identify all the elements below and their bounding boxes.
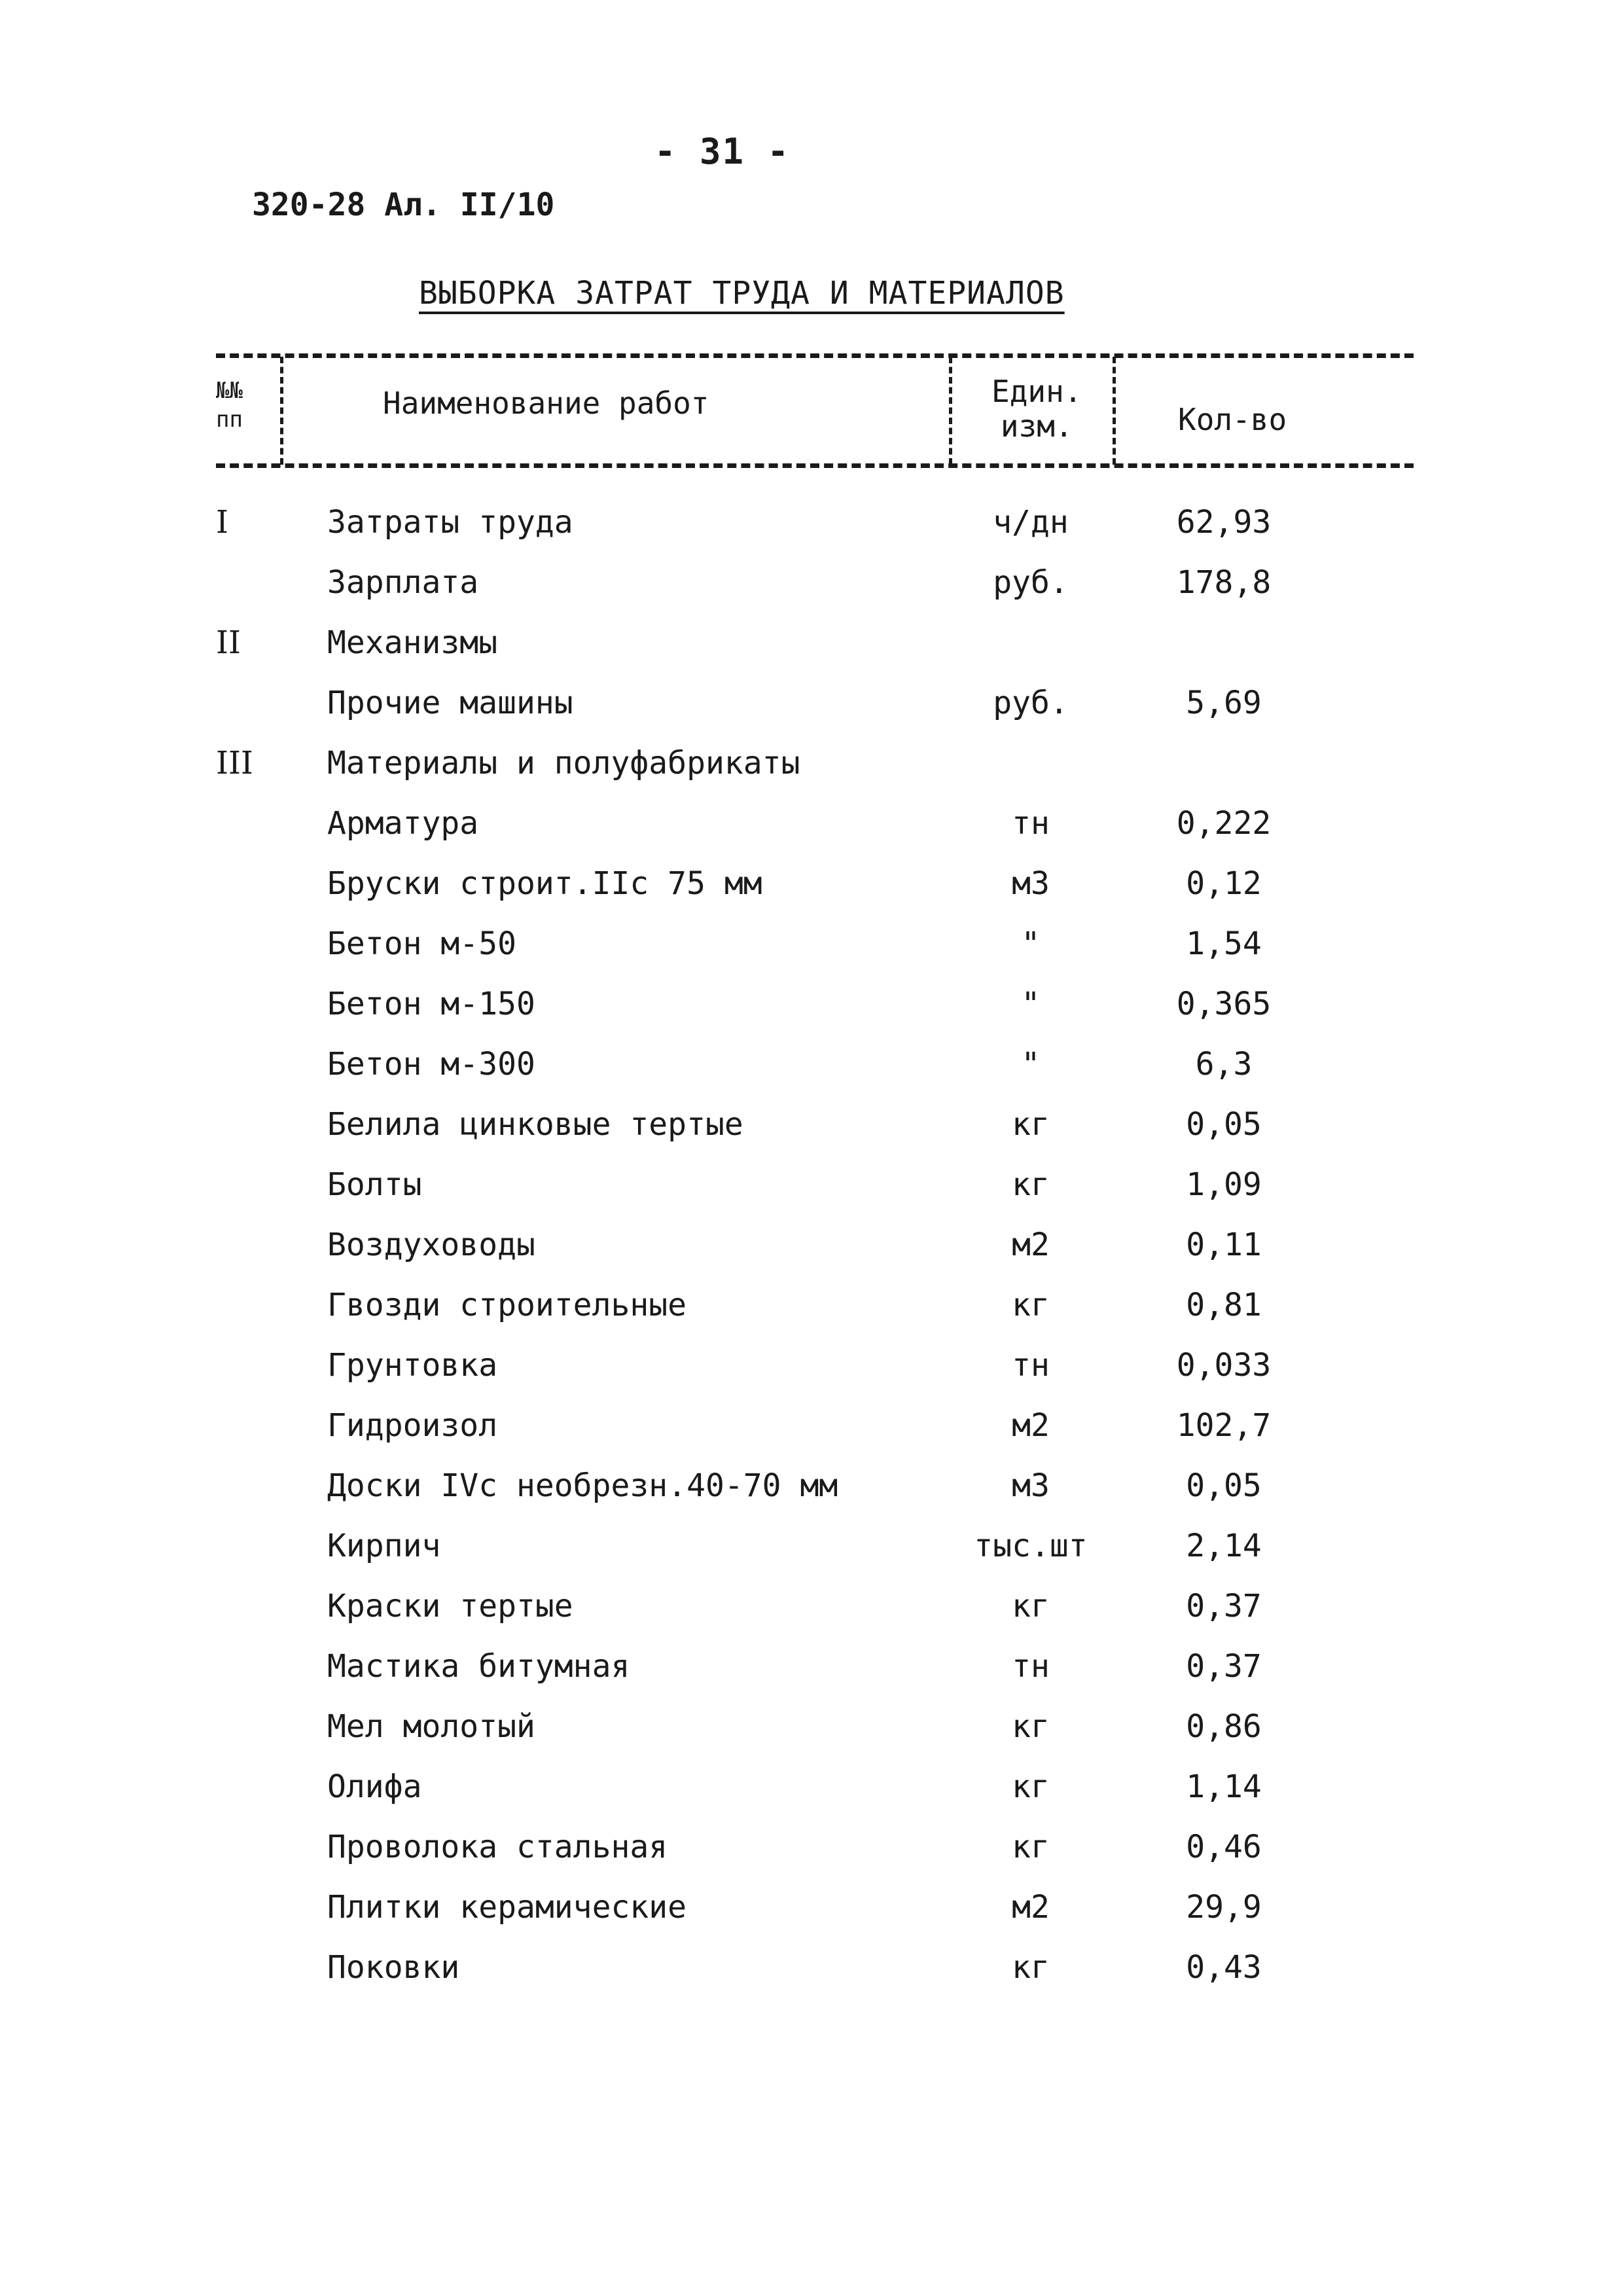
row-quantity: 1,09: [1186, 1166, 1262, 1203]
row-unit: м3: [1012, 1467, 1050, 1504]
row-unit: руб.: [993, 685, 1069, 721]
row-name: Болты: [327, 1166, 422, 1203]
row-name: Поковки: [327, 1949, 460, 1986]
header-bottom-rule: [216, 463, 1414, 468]
header-unit-line1: Един.: [991, 374, 1082, 409]
table-row: [0, 1588, 1623, 1648]
row-quantity: 0,46: [1186, 1829, 1262, 1865]
row-name: Кирпич: [327, 1528, 441, 1564]
table-row: [0, 1287, 1623, 1347]
table-row: [0, 1528, 1623, 1588]
table-row: [0, 925, 1623, 986]
document-title: ВЫБОРКА ЗАТРАТ ТРУДА И МАТЕРИАЛОВ: [419, 275, 1065, 312]
row-number: I: [216, 504, 228, 541]
row-unit: руб.: [993, 564, 1069, 601]
row-unit: ": [1021, 1046, 1041, 1083]
row-unit: м2: [1012, 1407, 1050, 1444]
row-quantity: 0,222: [1176, 805, 1272, 842]
row-quantity: 0,11: [1186, 1227, 1262, 1263]
row-unit: м2: [1012, 1227, 1050, 1263]
row-unit: ": [1021, 986, 1041, 1022]
header-divider-3: [1113, 357, 1116, 465]
table-row: [0, 1407, 1623, 1467]
row-name: Бетон м-150: [327, 986, 535, 1022]
row-name: Краски тертые: [327, 1588, 573, 1624]
table-row: [0, 1106, 1623, 1166]
table-row: [0, 564, 1623, 624]
table-row: [0, 1768, 1623, 1829]
row-unit: ": [1021, 925, 1041, 962]
row-name: Мел молотый: [327, 1708, 535, 1745]
header-divider-2: [949, 357, 952, 465]
row-name: Мастика битумная: [327, 1648, 630, 1685]
row-quantity: 1,54: [1186, 925, 1262, 962]
table-row: [0, 1949, 1623, 2009]
row-quantity: 102,7: [1176, 1407, 1272, 1444]
row-unit: кг: [1012, 1588, 1050, 1624]
table-row: [0, 1046, 1623, 1106]
row-name: Бетон м-50: [327, 925, 516, 962]
row-name: Бетон м-300: [327, 1046, 535, 1083]
header-top-rule: [216, 353, 1414, 358]
header-unit: [991, 374, 1082, 444]
row-unit: ч/дн: [993, 504, 1069, 541]
row-quantity: 0,033: [1176, 1347, 1272, 1384]
row-quantity: 5,69: [1186, 685, 1262, 721]
row-unit: кг: [1012, 1106, 1050, 1143]
row-unit: кг: [1012, 1829, 1050, 1865]
row-quantity: 0,365: [1176, 986, 1272, 1022]
row-quantity: 6,3: [1195, 1046, 1253, 1083]
table-row: [0, 865, 1623, 925]
header-name: Наименование работ: [383, 386, 709, 421]
row-name: Гидроизол: [327, 1407, 498, 1444]
row-quantity: 0,37: [1186, 1648, 1262, 1685]
header-divider-1: [280, 357, 283, 465]
row-quantity: 0,86: [1186, 1708, 1262, 1745]
row-name: Плитки керамические: [327, 1889, 687, 1926]
row-quantity: 0,81: [1186, 1287, 1262, 1323]
row-quantity: 0,05: [1186, 1106, 1262, 1143]
header-quantity: Кол-во: [1178, 402, 1287, 437]
row-name: Проволока стальная: [327, 1829, 668, 1865]
row-unit: м2: [1012, 1889, 1050, 1926]
row-name: Зарплата: [327, 564, 479, 601]
row-name: Прочие машины: [327, 685, 573, 721]
document-code: 320-28 Ал. II/10: [252, 187, 555, 223]
table-row: [0, 1829, 1623, 1889]
row-quantity: 0,37: [1186, 1588, 1262, 1624]
row-name: Гвозди строительные: [327, 1287, 687, 1323]
table-row: [0, 986, 1623, 1046]
row-name: Затраты труда: [327, 504, 573, 541]
table-row: [0, 805, 1623, 865]
row-quantity: 29,9: [1186, 1889, 1262, 1926]
row-name: Материалы и полуфабрикаты: [327, 745, 800, 781]
row-name: Олифа: [327, 1768, 422, 1805]
row-name: Грунтовка: [327, 1347, 498, 1384]
table-row: [0, 504, 1623, 564]
header-number: [216, 376, 243, 434]
row-quantity: 62,93: [1176, 504, 1272, 541]
row-number: II: [216, 624, 241, 661]
row-quantity: 178,8: [1176, 564, 1272, 601]
row-quantity: 0,12: [1186, 865, 1262, 902]
table-row: [0, 1166, 1623, 1227]
row-name: Бруски строит.IIс 75 мм: [327, 865, 762, 902]
table-row: [0, 1347, 1623, 1407]
row-quantity: 0,43: [1186, 1949, 1262, 1986]
row-unit: тн: [1012, 1648, 1050, 1685]
row-name: Воздуховоды: [327, 1227, 535, 1263]
row-name: Белила цинковые тертые: [327, 1106, 743, 1143]
row-name: Арматура: [327, 805, 479, 842]
table-row: [0, 685, 1623, 745]
row-quantity: 2,14: [1186, 1528, 1262, 1564]
page-number: - 31 -: [654, 131, 791, 172]
table-row: [0, 1227, 1623, 1287]
row-unit: тн: [1012, 1347, 1050, 1384]
header-unit-line2: изм.: [1000, 408, 1073, 444]
row-unit: тн: [1012, 805, 1050, 842]
row-number: III: [216, 745, 253, 781]
header-number-line1: №№: [216, 378, 243, 404]
row-name: Доски IVс необрезн.40-70 мм: [327, 1467, 838, 1504]
row-unit: кг: [1012, 1287, 1050, 1323]
table-row: [0, 1648, 1623, 1708]
row-quantity: 0,05: [1186, 1467, 1262, 1504]
row-name: Механизмы: [327, 624, 498, 661]
table-row: [0, 1467, 1623, 1528]
row-unit: м3: [1012, 865, 1050, 902]
row-unit: кг: [1012, 1708, 1050, 1745]
table-row: [0, 1708, 1623, 1768]
row-unit: кг: [1012, 1166, 1050, 1203]
table-row: [0, 745, 1623, 805]
header-number-line2: пп: [216, 406, 243, 433]
table-row: [0, 624, 1623, 685]
table-row: [0, 1889, 1623, 1949]
row-unit: кг: [1012, 1949, 1050, 1986]
row-unit: тыс.шт: [974, 1528, 1088, 1564]
row-unit: кг: [1012, 1768, 1050, 1805]
row-quantity: 1,14: [1186, 1768, 1262, 1805]
